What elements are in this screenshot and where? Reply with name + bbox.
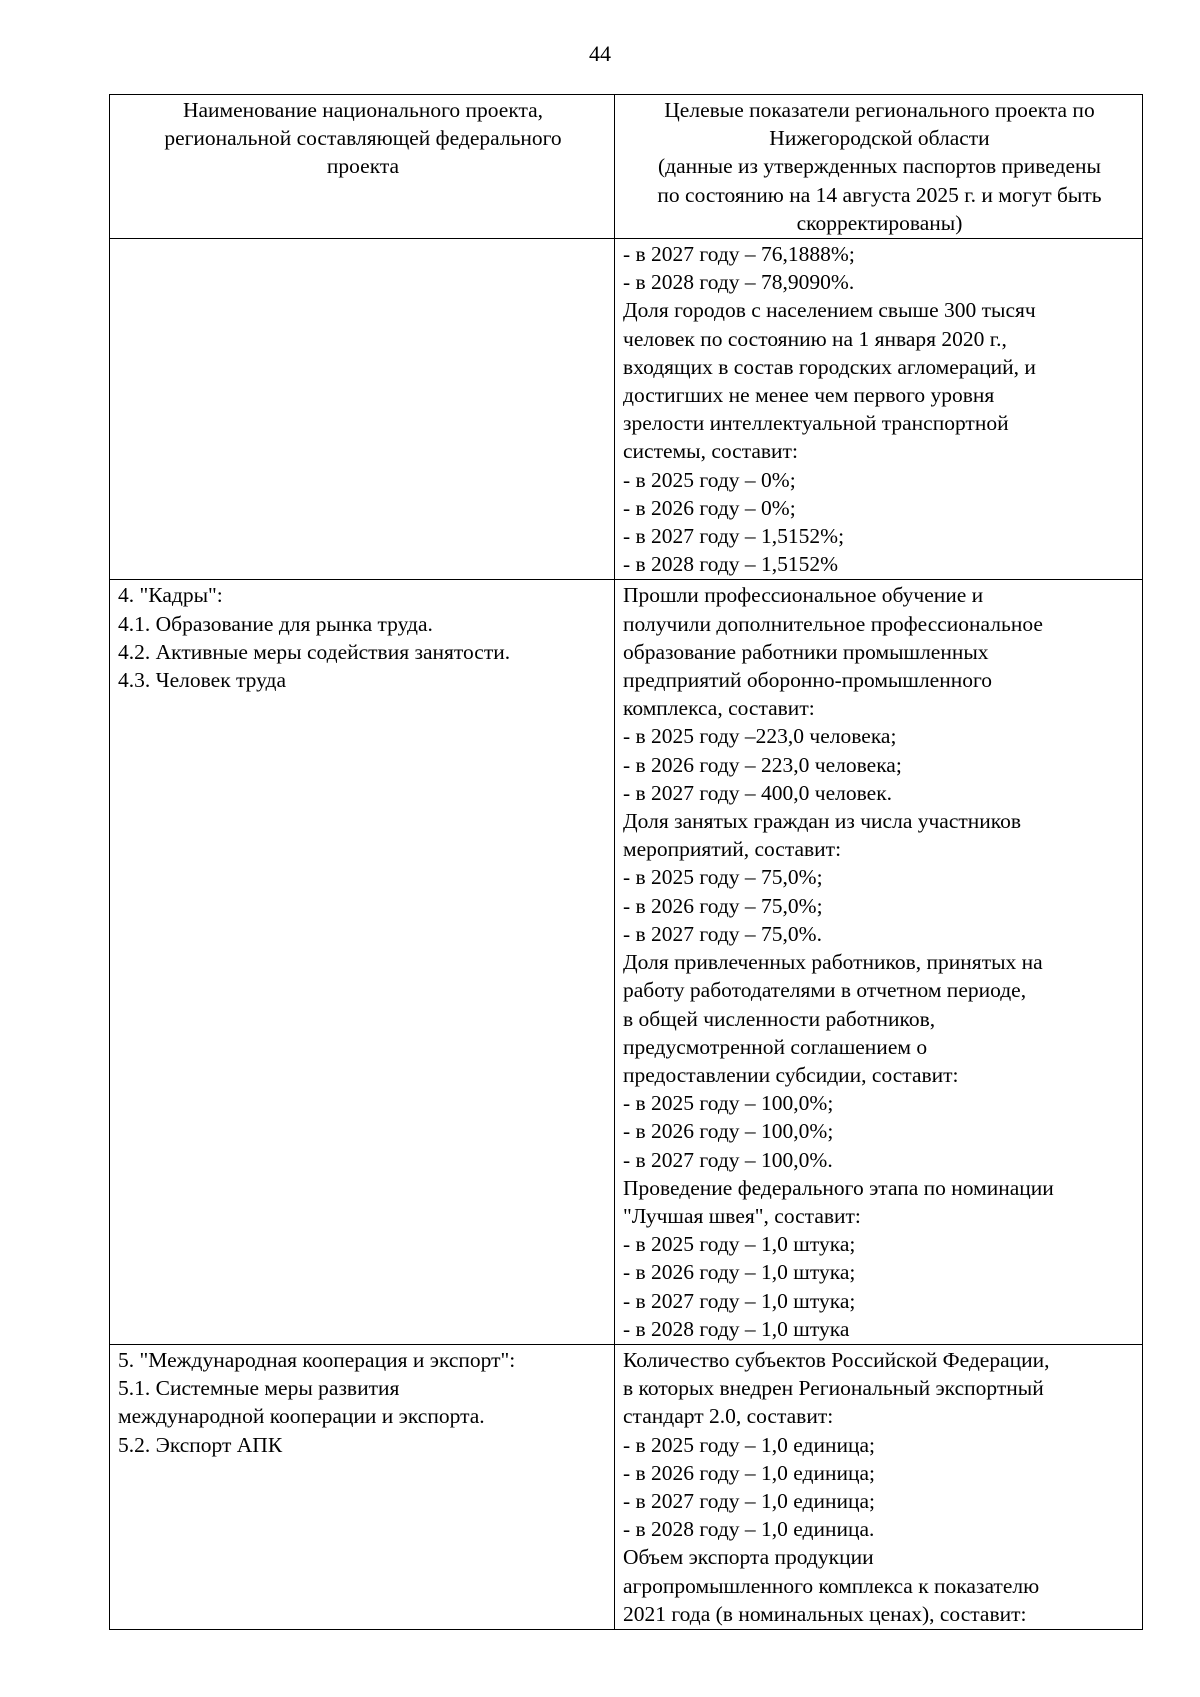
text-line: получили дополнительное профессиональное: [623, 611, 1043, 636]
text-line: 5. "Международная кооперация и экспорт":: [118, 1347, 516, 1372]
text-line: входящих в состав городских агломераций, и: [623, 354, 1036, 379]
text-line: - в 2026 году – 75,0%;: [623, 893, 823, 918]
page-number: 44: [589, 41, 611, 66]
text-line: - в 2027 году – 1,0 единица;: [623, 1488, 876, 1513]
text-line: "Лучшая швея", составит:: [623, 1203, 861, 1228]
indicators-cell: [615, 580, 1143, 1344]
text-line: - в 2025 году – 1,0 штука;: [623, 1232, 856, 1257]
text-line: - в 2025 году – 1,0 единица;: [623, 1432, 876, 1457]
indicators-table: [109, 94, 1143, 1630]
text-line: Объем экспорта продукции: [623, 1545, 874, 1570]
text-line: - в 2028 году – 1,0 единица.: [623, 1517, 875, 1542]
text-line: стандарт 2.0, составит:: [623, 1404, 834, 1429]
indicators-cell: [615, 1344, 1143, 1629]
text-line: 5.2. Экспорт АПК: [118, 1432, 283, 1457]
text-line: - в 2025 году – 100,0%;: [623, 1091, 834, 1116]
text-line: - в 2027 году – 76,1888%;: [623, 242, 855, 267]
text-line: 4.3. Человек труда: [118, 668, 287, 693]
text-line: работу работодателями в отчетном периоде,: [623, 978, 1027, 1003]
indicators-cell: [615, 239, 1143, 580]
table-row: [110, 239, 1143, 580]
text-line: Прошли профессиональное обучение и: [623, 583, 984, 608]
text-line: 5.1. Системные меры развития: [118, 1376, 400, 1401]
text-line: региональной составляющей федерального: [164, 126, 562, 151]
text-line: - в 2026 году – 0%;: [623, 495, 796, 520]
text-line: мероприятий, составит:: [623, 837, 842, 862]
text-line: комплекса, составит:: [623, 696, 815, 721]
text-line: агропромышленного комплекса к показателю: [623, 1573, 1040, 1598]
text-line: - в 2026 году – 1,0 единица;: [623, 1460, 876, 1485]
table-header-row: [110, 95, 1143, 239]
text-line: - в 2027 году – 100,0%.: [623, 1147, 833, 1172]
header-cell-project-name: [110, 95, 615, 239]
text-line: - в 2028 году – 1,5152%: [623, 552, 839, 577]
text-line: по состоянию на 14 августа 2025 г. и могут быть: [657, 182, 1102, 207]
text-line: предприятий оборонно-промышленного: [623, 668, 993, 693]
header-cell-target-indicators: [615, 95, 1143, 239]
text-line: скорректированы): [796, 210, 963, 235]
project-name-cell: [110, 239, 615, 580]
text-line: системы, составит:: [623, 439, 798, 464]
project-name-cell: [110, 580, 615, 1344]
text-line: предусмотренной соглашением о: [623, 1034, 928, 1059]
text-line: 4. "Кадры":: [118, 583, 223, 608]
text-line: - в 2027 году – 75,0%.: [623, 921, 822, 946]
text-line: в общей численности работников,: [623, 1006, 936, 1031]
text-line: (данные из утвержденных паспортов приведены: [658, 154, 1101, 179]
text-line: - в 2026 году – 1,0 штука;: [623, 1260, 856, 1285]
text-line: Целевые показатели регионального проекта по: [664, 98, 1095, 122]
text-line: 4.1. Образование для рынка труда.: [118, 611, 433, 636]
text-line: Доля занятых граждан из числа участников: [623, 809, 1022, 834]
text-line: - в 2027 году – 1,0 штука;: [623, 1288, 856, 1313]
text-line: международной кооперации и экспорта.: [118, 1404, 485, 1429]
text-line: - в 2026 году – 223,0 человека;: [623, 752, 902, 777]
text-line: 4.2. Активные меры содействия занятости.: [118, 639, 511, 664]
text-line: достигших не менее чем первого уровня: [623, 383, 995, 408]
table-row: [110, 580, 1143, 1344]
text-line: - в 2027 году – 400,0 человек.: [623, 780, 893, 805]
text-line: Доля привлеченных работников, принятых на: [623, 950, 1043, 975]
text-line: - в 2027 году – 1,5152%;: [623, 524, 845, 549]
project-name-cell: [110, 1344, 615, 1629]
table-row: [110, 1344, 1143, 1629]
text-line: образование работники промышленных: [623, 639, 989, 664]
text-line: зрелости интеллектуальной транспортной: [623, 411, 1009, 436]
text-line: - в 2028 году – 78,9090%.: [623, 270, 855, 295]
text-line: - в 2026 году – 100,0%;: [623, 1119, 834, 1144]
text-line: человек по состоянию на 1 января 2020 г.,: [623, 326, 1007, 351]
text-line: Доля городов с населением свыше 300 тысяч: [623, 298, 1036, 323]
text-line: 2021 года (в номинальных ценах), составит:: [623, 1601, 1027, 1626]
text-line: Проведение федерального этапа по номинации: [623, 1175, 1054, 1200]
text-line: Наименование национального проекта,: [182, 98, 544, 122]
text-line: Нижегородской области: [769, 126, 990, 151]
text-line: - в 2025 году –223,0 человека;: [623, 724, 897, 749]
text-line: - в 2028 году – 1,0 штука: [623, 1316, 850, 1341]
text-line: в которых внедрен Региональный экспортный: [623, 1376, 1044, 1401]
text-line: предоставлении субсидии, составит:: [623, 1062, 959, 1087]
text-line: Количество субъектов Российской Федерации,: [623, 1347, 1050, 1372]
text-line: - в 2025 году – 75,0%;: [623, 865, 823, 890]
text-line: - в 2025 году – 0%;: [623, 467, 796, 492]
text-line: проекта: [326, 154, 400, 179]
